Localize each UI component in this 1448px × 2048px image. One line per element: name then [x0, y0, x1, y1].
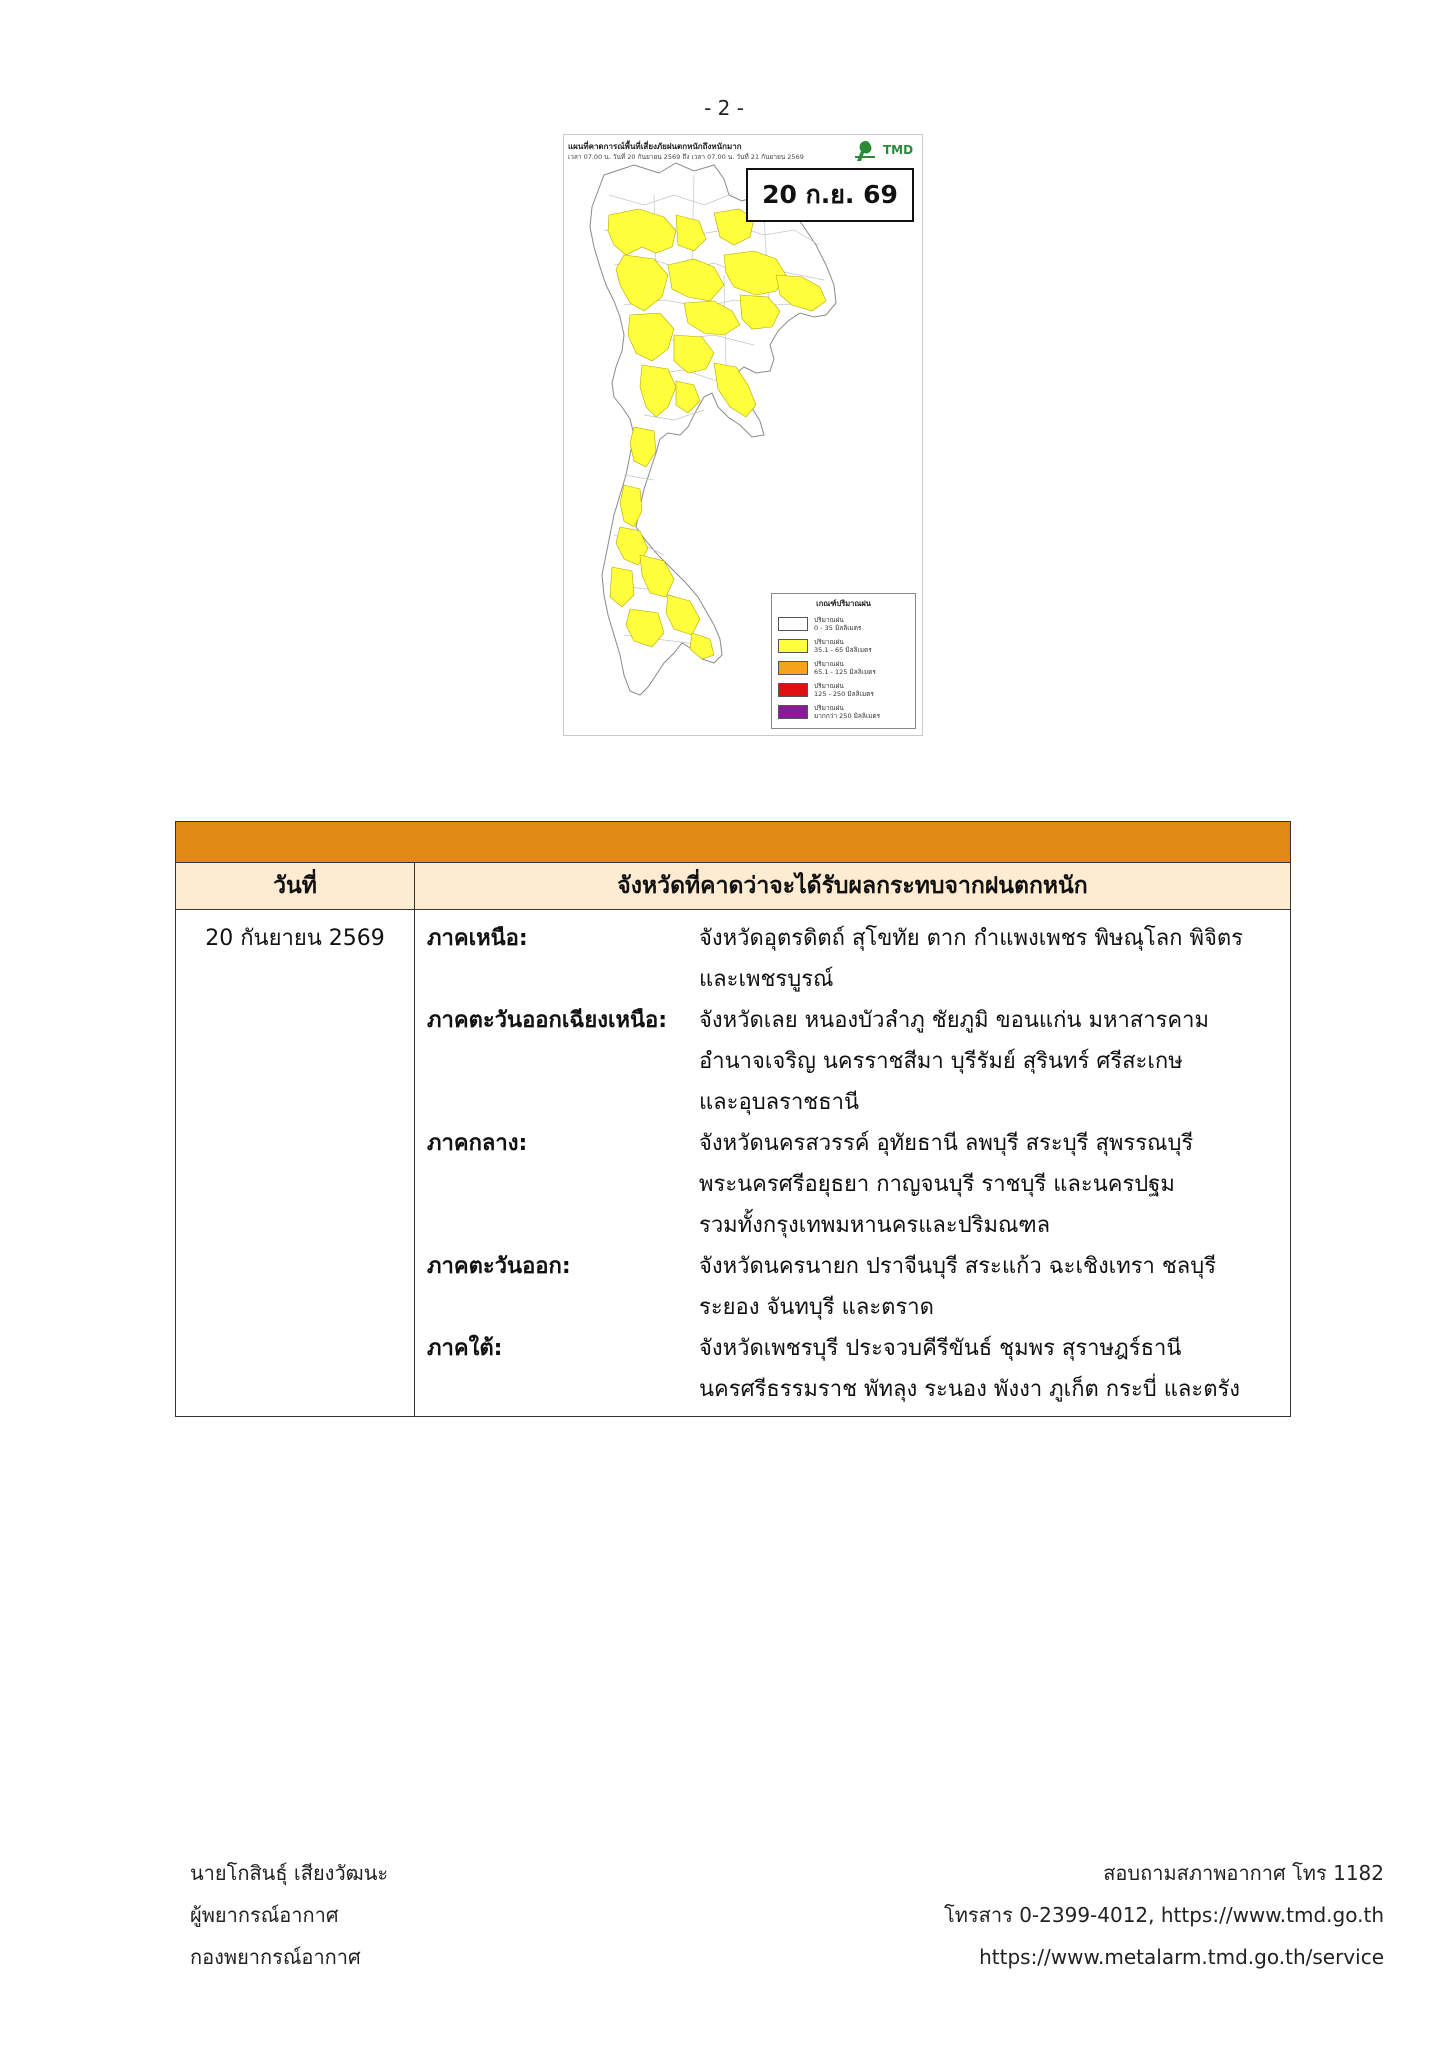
page-number: - 2 - — [704, 96, 744, 120]
agency-logo-icon — [852, 139, 878, 165]
province-line: รวมทั้งกรุงเทพมหานครและปริมณฑล — [699, 1213, 1051, 1238]
province-line: จังหวัดเพชรบุรี ประจวบคีรีขันธ์ ชุมพร สุราษฎร์ธานี — [699, 1336, 1182, 1361]
legend-label: ปริมาณฝน — [814, 638, 844, 646]
legend-item — [778, 679, 909, 701]
legend-range: 35.1 - 65 มิลลิเมตร — [814, 646, 872, 654]
region-provinces — [699, 1328, 1278, 1410]
region-provinces — [699, 1246, 1278, 1328]
regions-cell — [415, 910, 1291, 1417]
legend-swatch — [778, 617, 808, 631]
province-line: และเพชรบูรณ์ — [699, 967, 834, 992]
province-line: และอุบลราชธานี — [699, 1090, 860, 1115]
province-line: อำนาจเจริญ นครราชสีมา บุรีรัมย์ สุรินทร์ ศรีสะเกษ — [699, 1049, 1183, 1074]
region-south — [427, 1328, 1278, 1410]
region-provinces — [699, 918, 1278, 1000]
legend-range: 65.1 - 125 มิลลิเมตร — [814, 668, 876, 676]
region-northeast — [427, 1000, 1278, 1123]
tmd-logo: TMD — [883, 143, 914, 157]
map-date-label: 20 ก.ย. 69 — [746, 168, 914, 222]
legend-label: ปริมาณฝน — [814, 682, 844, 690]
province-line: จังหวัดเลย หนองบัวลำภู ชัยภูมิ ขอนแก่น มหาสารคาม — [699, 1008, 1209, 1033]
region-north — [427, 918, 1278, 1000]
legend-swatch — [778, 639, 808, 653]
header-date: วันที่ — [176, 863, 415, 910]
legend-swatch — [778, 683, 808, 697]
legend-label: ปริมาณฝน — [814, 660, 844, 668]
forecaster-division: กองพยากรณ์อากาศ — [190, 1945, 361, 1969]
forecast-table — [175, 821, 1291, 1417]
forecaster-name: นายโกสินธุ์ เสียงวัฒนะ — [190, 1861, 389, 1885]
province-line: นครศรีธรรมราช พัทลุง ระนอง พังงา ภูเก็ต กระบี่ และตรัง — [699, 1377, 1241, 1402]
region-central — [427, 1123, 1278, 1246]
legend-swatch — [778, 705, 808, 719]
legend-label: ปริมาณฝน — [814, 704, 844, 712]
legend-swatch — [778, 661, 808, 675]
legend-range: มากกว่า 250 มิลลิเมตร — [814, 712, 881, 720]
contact-service-url: https://www.metalarm.tmd.go.th/service — [979, 1945, 1384, 1969]
map-title: แผนที่คาดการณ์พื้นที่เสี่ยงภัยฝนตกหนักถึงหนักมาก — [568, 142, 742, 151]
province-line: จังหวัดนครสวรรค์ อุทัยธานี ลพบุรี สระบุรี สุพรรณบุรี — [699, 1131, 1194, 1156]
rain-legend — [771, 593, 916, 729]
region-name: ภาคเหนือ: — [427, 926, 528, 951]
province-line: จังหวัดนครนายก ปราจีนบุรี สระแก้ว ฉะเชิงเทรา ชลบุรี — [699, 1254, 1217, 1279]
legend-label: ปริมาณฝน — [814, 616, 844, 624]
province-line: ระยอง จันทบุรี และตราด — [699, 1295, 934, 1320]
contact-fax-website: โทรสาร 0-2399-4012, https://www.tmd.go.th — [944, 1903, 1384, 1927]
table-header-bar — [176, 822, 1291, 863]
legend-range: 125 - 250 มิลลิเมตร — [814, 690, 874, 698]
contact-phone: สอบถามสภาพอากาศ โทร 1182 — [1103, 1861, 1384, 1885]
legend-range: 0 - 35 มิลลิเมตร — [814, 624, 862, 632]
forecaster-position: ผู้พยากรณ์อากาศ — [190, 1903, 339, 1927]
forecaster-signature-block — [190, 1852, 388, 1978]
region-name: ภาคใต้: — [427, 1336, 503, 1361]
region-name: ภาคกลาง: — [427, 1131, 528, 1156]
province-line: จังหวัดอุตรดิตถ์ สุโขทัย ตาก กำแพงเพชร พิษณุโลก พิจิตร — [699, 926, 1243, 951]
map-subtitle: เวลา 07.00 น. วันที่ 20 กันยายน 2569 ถึง เวลา 07.00 น. วันที่ 21 กันยายน 2569 — [568, 153, 804, 161]
legend-item — [778, 635, 909, 657]
table-header-row — [176, 863, 1291, 910]
region-east — [427, 1246, 1278, 1328]
header-provinces: จังหวัดที่คาดว่าจะได้รับผลกระทบจากฝนตกหนัก — [415, 863, 1291, 910]
contact-block — [944, 1852, 1384, 1978]
rain-risk-map — [563, 134, 923, 736]
region-name: ภาคตะวันออกเฉียงเหนือ: — [427, 1008, 668, 1033]
forecast-date: 20 กันยายน 2569 — [176, 910, 415, 1417]
legend-item — [778, 613, 909, 635]
table-row — [176, 910, 1291, 1417]
province-line: พระนครศรีอยุธยา กาญจนบุรี ราชบุรี และนครปฐม — [699, 1172, 1175, 1197]
legend-title: เกณฑ์ปริมาณฝน — [816, 599, 871, 608]
region-provinces — [699, 1000, 1278, 1123]
legend-item — [778, 657, 909, 679]
region-provinces — [699, 1123, 1278, 1246]
legend-item — [778, 701, 909, 723]
region-name: ภาคตะวันออก: — [427, 1254, 571, 1279]
